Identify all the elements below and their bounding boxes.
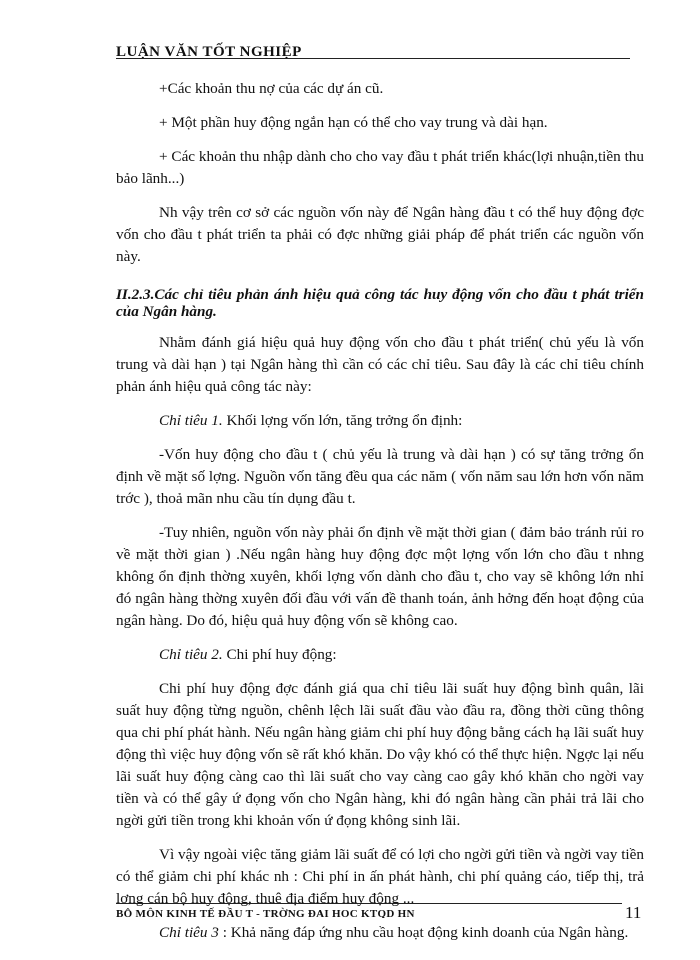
- paragraph-summary: Nh vậy trên cơ sở các nguồn vốn này để Ngân hàng đầu t có thể huy động đợc vốn cho đầu t phát triển ta phải có đợc những giải pháp để phát triển các nguồn vốn này.: [116, 204, 644, 265]
- page-header: [116, 40, 616, 58]
- page-number: 11: [625, 903, 642, 922]
- criterion-1-text: Khối lợng vốn lớn, tăng trởng ổn định:: [222, 412, 463, 429]
- header-title: LUẬN VĂN TỐT NGHIỆP: [116, 44, 302, 58]
- paragraph-short-term-funds: + Một phần huy động ngắn hạn có thể cho vay trung và dài hạn.: [159, 114, 548, 131]
- criterion-3-label: Chỉ tiêu 3: [159, 924, 219, 941]
- criterion-3: [116, 922, 644, 944]
- paragraph-intro: Nhằm đánh giá hiệu quả huy động vốn cho đầu t phát triển( chủ yếu là vốn trung và dài hạn ) tại Ngân hàng thì cần có các chỉ tiêu. Sau đây là các chỉ tiêu chính phản ánh hiệu quả công tác này:: [116, 334, 644, 395]
- criterion-2-text: Chi phí huy động:: [222, 646, 337, 663]
- criterion-1-label: Chỉ tiêu 1.: [159, 412, 223, 429]
- footer-text: BỘ MÔN KINH TẾ ĐẦU T - TRỜNG ĐẠI HỌC KTQD HN: [116, 908, 415, 918]
- paragraph-collections: +Các khoản thu nợ của các dự án cũ.: [159, 80, 384, 97]
- paragraph-other-income: + Các khoản thu nhập dành cho cho vay đầu t phát triển khác(lợi nhuận,tiền thu bảo lãnh...): [116, 148, 644, 187]
- criterion-2-label: Chỉ tiêu 2.: [159, 646, 223, 663]
- footer-rule: [116, 903, 622, 904]
- criterion-3-text: : Khả năng đáp ứng nhu cầu hoạt động kinh doanh của Ngân hàng.: [218, 924, 629, 941]
- paragraph-other-costs: Vì vậy ngoài việc tăng giảm lãi suất để có lợi cho ngời gửi tiền và ngời vay tiền có thể giảm chi phí khác nh : Chi phí in ấn phát hành, chi phí quảng cáo, tiếp thị, trả lơng cán bộ huy động, thuê địa điểm huy động ...: [116, 846, 644, 907]
- criterion-2: [116, 644, 644, 666]
- paragraph-cost: Chi phí huy động đợc đánh giá qua chỉ tiêu lãi suất huy động bình quân, lãi suất huy động từng nguồn, chênh lệch lãi suất đầu vào đầu ra, đồng thời cũng thông qua chi phí phát hành. Nếu ngân hàng giảm chi phí huy động bằng cách hạ lãi suất huy động thì việc huy động vốn sẽ rất khó khăn. Do vậy khó có thể thực hiện. Ngợc lại nếu lãi suất huy động càng cao thì lãi suất cho vay càng cao gây khó khăn cho ngời vay tiền và có thể gây ứ đọng vốn cho Ngân hàng, khi đó ngân hàng cần phải trả lãi cho ngời gửi tiền trong khi khoản vốn ứ đọng không sinh lãi.: [116, 680, 644, 829]
- page-footer: [116, 906, 556, 918]
- criterion-1: [116, 410, 644, 432]
- section-heading: II.2.3.Các chỉ tiêu phản ánh hiệu quả công tác huy động vốn cho đầu t phát triển của Ngân hàng.: [116, 286, 644, 320]
- paragraph-growth: -Vốn huy động cho đầu t ( chủ yếu là trung và dài hạn ) có sự tăng trởng ổn định về mặt số lợng. Nguồn vốn tăng đều qua các năm ( vốn năm sau lớn hơn vốn năm trớc ), thoả mãn nhu cầu tín dụng đầu t.: [116, 446, 644, 507]
- paragraph-stability: -Tuy nhiên, nguồn vốn này phải ổn định về mặt thời gian ( đảm bảo tránh rủi ro về mặt thời gian ) .Nếu ngân hàng huy động đợc một lợng vốn lớn cho đầu t nhng không ổn định thờng xuyên, khối lợng vốn dành cho đầu t, cho vay sẽ không lớn nhỉ đó ngân hàng thờng xuyên đối đầu với vấn đề thanh toán, ảnh hởng đến hoạt động của ngân hàng. Do đó, hiệu quả huy động vốn sẽ không cao.: [116, 524, 644, 629]
- header-rule: [116, 58, 630, 59]
- document-body: [116, 78, 644, 944]
